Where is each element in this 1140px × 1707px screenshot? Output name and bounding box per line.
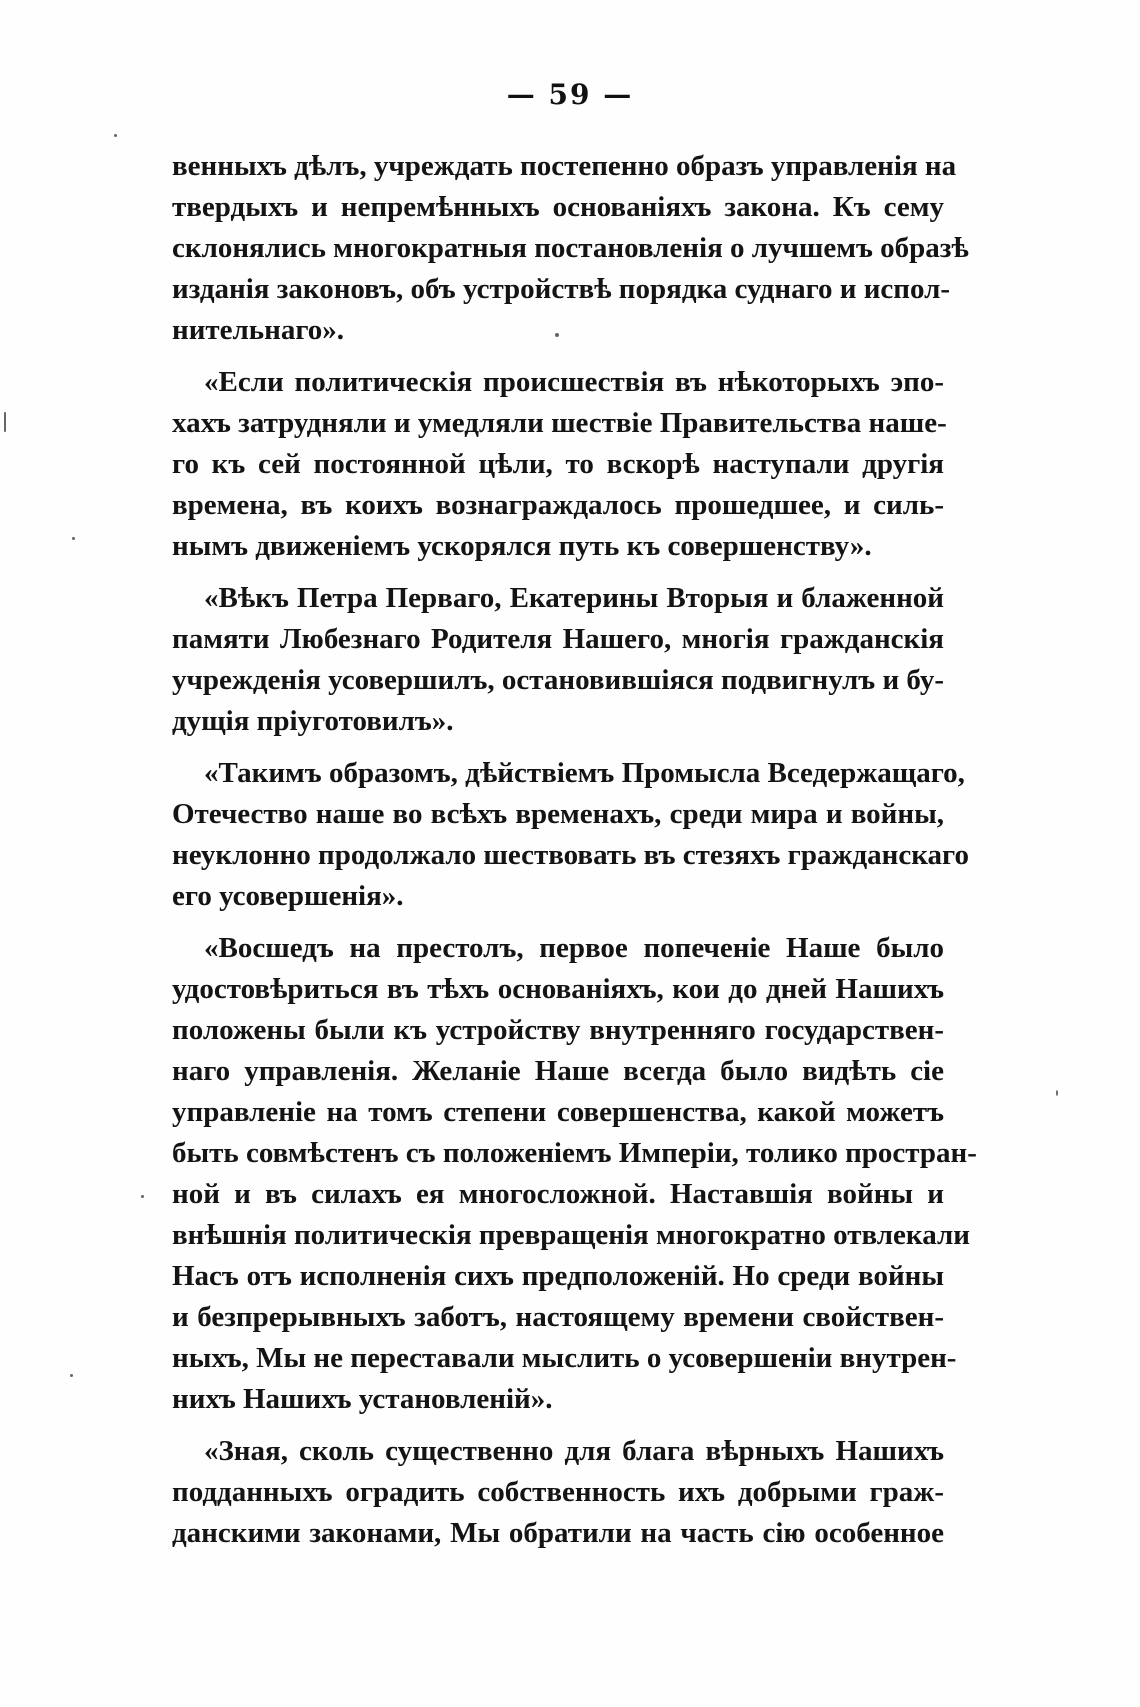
text-line: склонялись многократныя постановленія о лучшемъ образѣ [172,232,969,264]
paragraph [172,753,969,917]
text-line: управленіе на томъ степени совершенства, какой можетъ [172,1096,944,1128]
text-line: ныхъ, Мы не переставали мыслить о усовершеніи внутрен- [172,1342,957,1374]
scan-speck [4,412,6,432]
text-line: подданныхъ оградить собственность ихъ добрыми граж- [172,1476,944,1508]
text-line: «Зная, сколь существенно для блага вѣрныхъ Нашихъ [204,1435,944,1467]
text-line: «Восшедъ на престолъ, первое попеченіе Наше было [204,932,944,964]
page-number: — 59 — [506,78,634,111]
text-line: твердыхъ и непремѣнныхъ основаніяхъ закона. Къ сему [172,191,944,223]
text-line: Насъ отъ исполненія сихъ предположеній. Но среди войны [172,1260,944,1292]
scan-speck [114,134,117,137]
text-line: «Такимъ образомъ, дѣйствіемъ Промысла Вседержащаго, [204,757,965,789]
text-line: памяти Любезнаго Родителя Нашего, многія гражданскія [172,623,944,655]
text-line: его усовершенія». [172,880,404,912]
scan-speck [1056,1090,1058,1096]
text-line: нительнаго». [172,314,345,346]
text-line: изданія законовъ, объ устройствѣ порядка суднаго и испол- [172,273,951,305]
text-line: и безпрерывныхъ заботъ, настоящему времени свойствен- [172,1301,944,1333]
paragraph [172,578,944,742]
text-line: ной и въ силахъ ея многосложной. Наставшія войны и [172,1178,944,1210]
paragraph [172,1431,944,1554]
text-line: удостовѣриться въ тѣхъ основаніяхъ, кои до дней Нашихъ [172,973,944,1005]
text-line: данскими законами, Мы обратили на часть сію особенное [172,1517,944,1549]
text-line: учрежденія усовершилъ, остановившіяся подвигнулъ и бу- [172,664,944,696]
text-line: венныхъ дѣлъ, учреждать постепенно образъ управленія на [172,150,957,182]
text-line: неуклонно продолжало шествовать въ стезяхъ гражданскаго [172,839,969,871]
text-line: го къ сей постоянной цѣли, то вскорѣ наступали другія [172,448,944,480]
scan-speck [555,333,559,337]
text-line: дущія пріуготовилъ». [172,705,454,737]
text-line: Отечество наше во всѣхъ временахъ, среди мира и войны, [172,798,944,830]
text-line: времена, въ коихъ вознаграждалось прошедшее, и силь- [172,489,944,521]
scan-speck [141,1195,144,1198]
text-line: положены были къ устройству внутренняго государствен- [172,1014,944,1046]
text-line: наго управленія. Желаніе Наше всегда было видѣть сіе [172,1055,944,1087]
body-text [172,146,977,1554]
text-line: быть совмѣстенъ съ положеніемъ Имперіи, толико простран- [172,1137,977,1169]
paragraph [172,146,969,351]
scan-speck [72,537,75,540]
paragraph [172,362,947,567]
text-line: «Если политическія происшествія въ нѣкоторыхъ эпо- [204,366,944,398]
text-line: нихъ Нашихъ установленій». [172,1383,553,1415]
text-line: хахъ затрудняли и умедляли шествіе Правительства наше- [172,407,947,439]
text-line: «Вѣкъ Петра Перваго, Екатерины Вторыя и блаженной [204,582,944,614]
scan-speck [70,1374,73,1377]
paragraph [172,928,977,1420]
text-line: нымъ движеніемъ ускорялся путь къ совершенству». [172,530,872,562]
text-line: внѣшнія политическія превращенія многократно отвлекали [172,1219,970,1251]
